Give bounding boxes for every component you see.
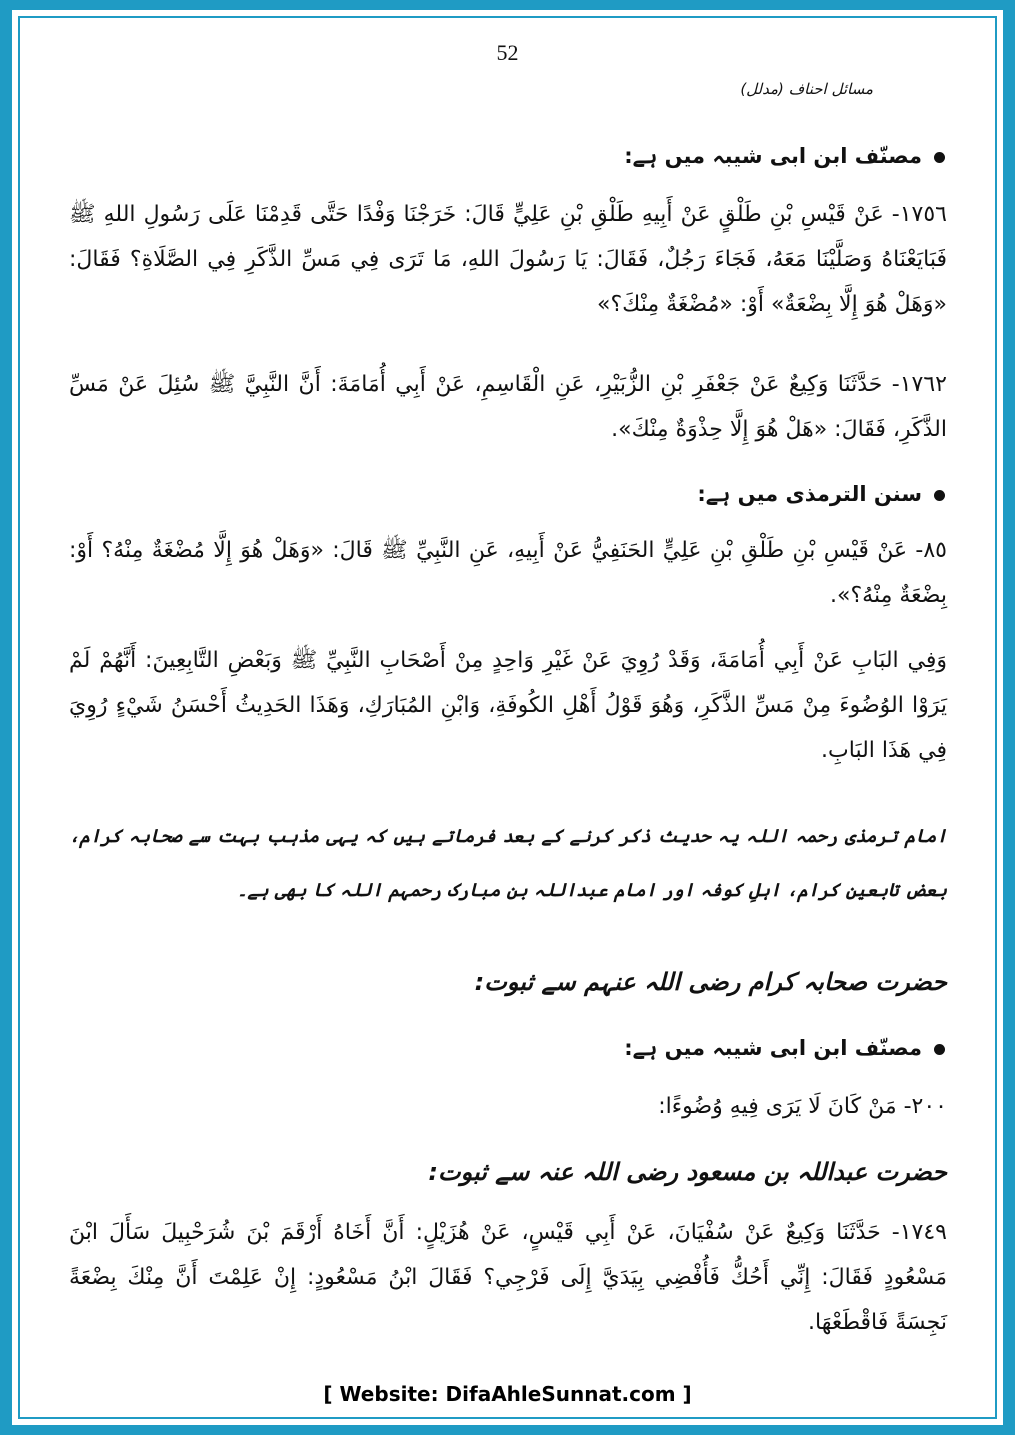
bullet-icon <box>934 490 945 501</box>
running-head: مسائل احناف (مدلل) <box>740 80 873 98</box>
hadith-1749: ١٧٤٩- حَدَّثَنَا وَكِيعٌ عَنْ سُفْيَانَ، عَنْ أَبِي قَيْسٍ، عَنْ هُزَيْلٍ: أَنَّ أَخَاهُ أَرْقَمَ بْنَ شُرَحْبِيلَ سَأَلَ ابْنَ مَسْعُودٍ فَقَالَ: إِنِّي أَحُكُّ فَأُفْضِي بِيَدَيَّ إِلَى فَرْجِي؟ فَقَالَ ابْنُ مَسْعُودٍ: إِنْ عَلِمْتَ أَنَّ مِنْكَ بِضْعَةً نَجِسَةً فَاقْطَعْهَا. <box>69 1220 947 1335</box>
urdu-tirmidhi-note: امام ترمذی رحمہ اللہ یہ حدیث ذکر کرنے کے بعد فرماتے ہیں کہ یہی مذہب بہت سے صحابہ کرام، بعض تابعین کرام، اہلِ کوفہ اور امام عبداللہ بن مبارک رحمہم اللہ کا بھی ہے۔ <box>69 826 947 901</box>
section-label: مصنّف ابن ابی شیبہ میں ہے: <box>624 144 922 168</box>
section-label: مصنّف ابن ابی شیبہ میں ہے: <box>624 1036 922 1060</box>
section-musannaf-2 <box>624 1036 945 1060</box>
website-footer: [ Website: DifaAhleSunnat.com ] <box>323 1382 692 1406</box>
hadith-85: ٨٥- عَنْ قَيْسِ بْنِ طَلْقِ بْنِ عَلِيٍّ الحَنَفِيُّ عَنْ أَبِيهِ، عَنِ النَّبِيِّ ﷺ قَالَ: «وَهَلْ هُوَ إِلَّا مُضْغَةٌ مِنْهُ؟ أَوْ: بِضْعَةٌ مِنْهُ؟». <box>69 538 947 608</box>
section-musannaf-1 <box>624 144 945 168</box>
heading-ibn-masud: حضرت عبداللہ بن مسعود رضی اللہ عنہ سے ثبوت: <box>428 1158 947 1186</box>
bullet-icon <box>934 152 945 163</box>
hadith-bab-note: وَفِي البَابِ عَنْ أَبِي أُمَامَةَ، وَقَدْ رُوِيَ عَنْ غَيْرِ وَاحِدٍ مِنْ أَصْحَابِ النَّبِيِّ ﷺ وَبَعْضِ التَّابِعِينَ: أَنَّهُمْ لَمْ يَرَوْا الوُضُوءَ مِنْ مَسِّ الذَّكَرِ، وَهُوَ قَوْلُ أَهْلِ الكُوفَةِ، وَابْنِ المُبَارَكِ، وَهَذَا الحَدِيثُ أَحْسَنُ شَيْءٍ رُوِيَ فِي هَذَا البَابِ. <box>69 648 947 763</box>
section-label: سنن الترمذی میں ہے: <box>697 482 922 506</box>
heading-sahaba: حضرت صحابہ کرام رضی اللہ عنہم سے ثبوت: <box>474 968 947 996</box>
page <box>12 10 1003 1425</box>
hadith-1762: ١٧٦٢- حَدَّثَنَا وَكِيعٌ عَنْ جَعْفَرِ بْنِ الزُّبَيْرِ، عَنِ الْقَاسِمِ، عَنْ أَبِي أُمَامَةَ: أَنَّ النَّبِيَّ ﷺ سُئِلَ عَنْ مَسِّ الذَّكَرِ، فَقَالَ: «هَلْ هُوَ إِلَّا حِذْوَةٌ مِنْكَ». <box>69 372 947 442</box>
section-tirmidhi <box>697 482 945 506</box>
hadith-200: ٢٠٠- مَنْ كَانَ لَا يَرَى فِيهِ وُضُوءًا: <box>658 1094 947 1119</box>
page-number: 52 <box>496 40 519 65</box>
hadith-1756: ١٧٥٦- عَنْ قَيْسِ بْنِ طَلْقٍ عَنْ أَبِيهِ طَلْقِ بْنِ عَلِيٍّ قَالَ: خَرَجْنَا وَفْدًا حَتَّى قَدِمْنَا عَلَى رَسُولِ اللهِ ﷺ فَبَايَعْنَاهُ وَصَلَّيْنَا مَعَهُ، فَجَاءَ رَجُلٌ، فَقَالَ: يَا رَسُولَ اللهِ، مَا تَرَى فِي مَسِّ الذَّكَرِ فِي الصَّلَاةِ؟ فَقَالَ: «وَهَلْ هُوَ إِلَّا بِضْعَةٌ» أَوْ: «مُضْغَةٌ مِنْكَ؟» <box>69 202 947 317</box>
bullet-icon <box>934 1044 945 1055</box>
